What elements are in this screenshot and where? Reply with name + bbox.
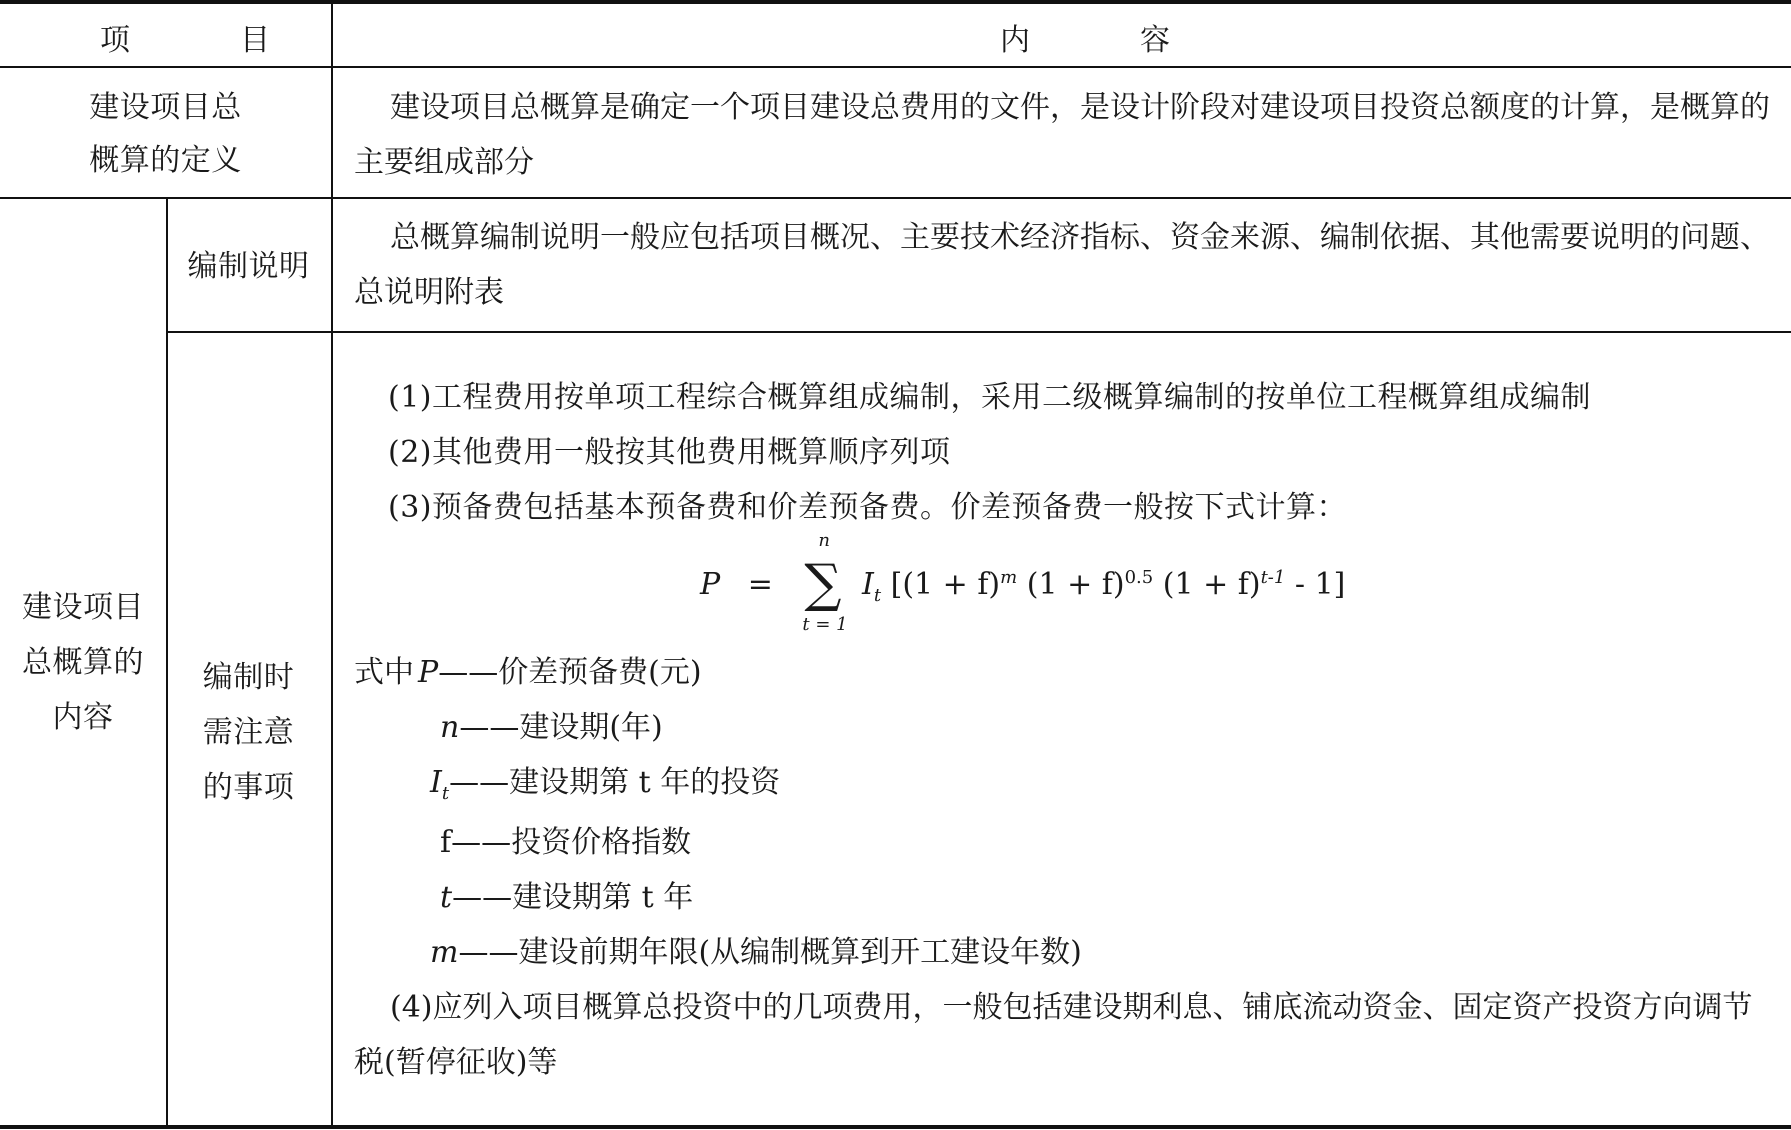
legend-row-m [430,925,1082,980]
legend-symbol: n [440,710,460,745]
legend-desc: ——建设前期年限(从编制概算到开工建设年数) [458,935,1082,970]
sigma-icon [800,530,852,635]
legend-symbol: m [430,935,459,970]
legend-row-it [430,755,780,810]
legend-symbol: t [440,880,453,915]
formula-term: I [861,567,874,602]
notes-item-4: (4)应列入项目概算总投资中的几项费用，一般包括建设期利息、铺底流动资金、固定资产投资方向调节税(暂停征收)等 [354,990,1753,1080]
legend-desc: ——投资价格指数 [451,825,692,860]
legend-desc: ——价差预备费(元) [438,655,702,690]
legend-desc: ——建设期第 t 年 [452,880,694,915]
notes-item-3: (3)预备费包括基本预备费和价差预备费。价差预备费一般按下式计算： [388,490,1347,525]
legend-symbol-sub: t [441,783,450,804]
formula-eq: = [747,567,773,602]
header-item: 项 目 [100,23,310,58]
header-content: 内 容 [1000,23,1210,58]
notes-item-1: (1)工程费用按单项工程综合概算组成编制，采用二级概算编制的按单位工程概算组成编制 [388,380,1591,415]
formula-part1: [(1 + f) [890,567,1001,602]
legend-symbol: f [440,825,452,860]
formula-part2: (1 + f) [1026,567,1125,602]
notes-item-2: (2)其他费用一般按其他费用概算顺序列项 [388,435,951,470]
notes-label-line2: 需注意 [202,715,295,750]
formula-exp-m: m [1000,567,1018,588]
legend-desc: ——建设期(年) [459,710,663,745]
sub-row-divider [166,331,1791,333]
legend-row-t [440,870,693,925]
price-difference-formula [700,530,1420,640]
contents-label-line2: 总概算的 [22,645,144,680]
legend-prefix: 式中 [354,655,414,690]
notes-label-line3: 的事项 [202,770,295,805]
table-bottom-border [0,1125,1791,1129]
definition-label-line1: 建设项目总 [89,90,242,125]
legend-symbol: P [418,655,439,690]
formula-line [700,530,1346,635]
definition-divider [0,197,1791,199]
formula-tail: - 1] [1294,567,1346,602]
sigma-upper-limit: n [818,530,831,551]
contents-label-line3: 内容 [52,700,114,735]
definition-content: 建设项目总概算是确定一个项目建设总费用的文件，是设计阶段对建设项目投资总额度的计算，是概算的主要组成部分 [354,90,1770,180]
legend-row-f [440,815,691,870]
explanation-content: 总概算编制说明一般应包括项目概况、主要技术经济指标、资金来源、编制依据、其他需要说明的问题、总说明附表 [354,220,1770,310]
notes-label-line1: 编制时 [202,660,295,695]
sigma-glyph: ∑ [804,554,842,614]
legend-desc: ——建设期第 t 年的投资 [449,765,781,800]
sigma-lower-limit: t = 1 [802,614,848,635]
explanation-label: 编制说明 [187,249,310,284]
formula-exp-t: t-1 [1260,567,1286,588]
legend-row-n [440,700,663,755]
formula-part3: (1 + f) [1162,567,1261,602]
legend-symbol: I [430,765,442,800]
legend-row-p [354,645,702,700]
formula-lhs: P [700,567,721,602]
formula-exp-half: 0.5 [1124,567,1154,588]
definition-label-line2: 概算的定义 [89,143,242,178]
main-column-divider [331,0,333,1128]
table-top-border [0,0,1791,4]
header-divider [0,66,1791,68]
contents-label-line1: 建设项目 [22,590,144,625]
formula-term-sub: t [873,585,882,606]
